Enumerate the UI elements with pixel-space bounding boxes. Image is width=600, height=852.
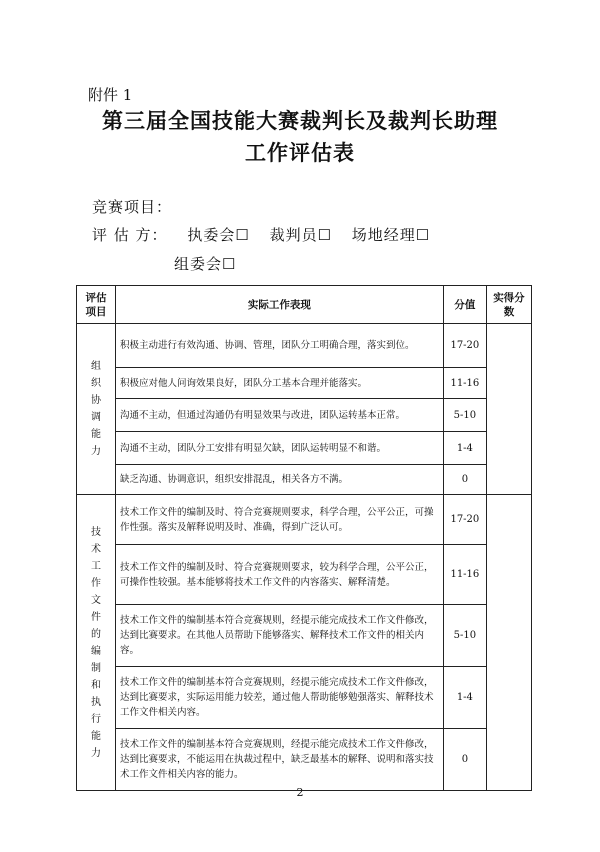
desc-cell: 沟通不主动，但通过沟通仍有明显效果与改进，团队运转基本正常。 xyxy=(115,399,443,432)
header-desc: 实际工作表现 xyxy=(115,286,443,324)
table-row xyxy=(77,729,532,791)
score-cell: 1-4 xyxy=(443,432,486,465)
score-cell: 1-4 xyxy=(443,667,486,729)
desc-cell: 技术工作文件的编制及时、符合竞赛规则要求，较为科学合理，公平公正，可操作性较强。基本能够将技术工作文件的内容落实、解释清楚。 xyxy=(115,545,443,605)
table-row xyxy=(77,399,532,432)
desc-cell: 沟通不主动，团队分工安排有明显欠缺，团队运转明显不和谐。 xyxy=(115,432,443,465)
project-label: 竞赛项目： xyxy=(92,198,173,216)
actual-score-cell-technical-docs[interactable] xyxy=(486,495,531,791)
item-label: 技术工作文件的编制和执行能力 xyxy=(90,526,101,759)
desc-cell: 缺乏沟通、协调意识，组织安排混乱，相关各方不满。 xyxy=(115,465,443,495)
score-cell: 0 xyxy=(443,465,486,495)
header-item: 评估项目 xyxy=(77,286,116,324)
table-row xyxy=(77,368,532,399)
table-row xyxy=(77,324,532,368)
desc-cell: 积极应对他人问询效果良好，团队分工基本合理并能落实。 xyxy=(115,368,443,399)
attachment-label: 附件 1 xyxy=(88,86,133,104)
table-row xyxy=(77,465,532,495)
item-cell-technical-docs xyxy=(77,495,116,791)
page-number: 2 xyxy=(296,786,304,799)
evaluator-field xyxy=(92,224,444,245)
desc-cell: 技术工作文件的编制及时、符合竞赛规则要求，科学合理，公平公正，可操作性强。落实及解释说明及时、准确，得到广泛认可。 xyxy=(115,495,443,545)
evaluator-option-organizing-committee[interactable]: 组委会☐ xyxy=(174,255,237,273)
table-header-row xyxy=(77,286,532,324)
header-actual: 实得分数 xyxy=(486,286,531,324)
desc-cell: 积极主动进行有效沟通、协调、管理，团队分工明确合理，落实到位。 xyxy=(115,324,443,368)
evaluator-option-venue-manager[interactable]: 场地经理☐ xyxy=(351,226,431,244)
document-title-line2: 工作评估表 xyxy=(245,140,355,165)
desc-cell: 技术工作文件的编制基本符合竞赛规则，经提示能完成技术工作文件修改，达到比赛要求。在其他人员帮助下能够落实、解释技术工作文件的相关内容。 xyxy=(115,605,443,667)
score-cell: 5-10 xyxy=(443,605,486,667)
table-row xyxy=(77,605,532,667)
table-row xyxy=(77,545,532,605)
evaluator-label: 评 估 方： xyxy=(92,226,168,244)
table-row xyxy=(77,495,532,545)
table-row xyxy=(77,667,532,729)
score-cell: 17-20 xyxy=(443,495,486,545)
evaluator-option-executive-committee[interactable]: 执委会☐ xyxy=(187,226,250,244)
score-cell: 0 xyxy=(443,729,486,791)
evaluator-option-judges[interactable]: 裁判员☐ xyxy=(269,226,333,244)
desc-cell: 技术工作文件的编制基本符合竞赛规则，经提示能完成技术工作文件修改，达到比赛要求，不能运用在执裁过程中，缺乏最基本的解释、说明和落实技术工作文件相关内容的能力。 xyxy=(115,729,443,791)
header-score: 分值 xyxy=(443,286,486,324)
score-cell: 17-20 xyxy=(443,324,486,368)
score-cell: 5-10 xyxy=(443,399,486,432)
desc-cell: 技术工作文件的编制基本符合竞赛规则，经提示能完成技术工作文件修改，达到比赛要求，实际运用能力较差，通过他人帮助能够勉强落实、解释技术工作文件相关内容。 xyxy=(115,667,443,729)
actual-score-cell-coordination[interactable] xyxy=(486,324,531,495)
score-cell: 11-16 xyxy=(443,368,486,399)
document-title-line1: 第三届全国技能大赛裁判长及裁判长助理 xyxy=(102,108,498,133)
item-cell-coordination xyxy=(77,324,116,495)
score-cell: 11-16 xyxy=(443,545,486,605)
table-row xyxy=(77,432,532,465)
item-label: 组织协调能力 xyxy=(90,361,101,457)
evaluator-field-line2 xyxy=(174,253,250,274)
project-field xyxy=(92,196,186,217)
evaluation-table xyxy=(76,285,532,791)
